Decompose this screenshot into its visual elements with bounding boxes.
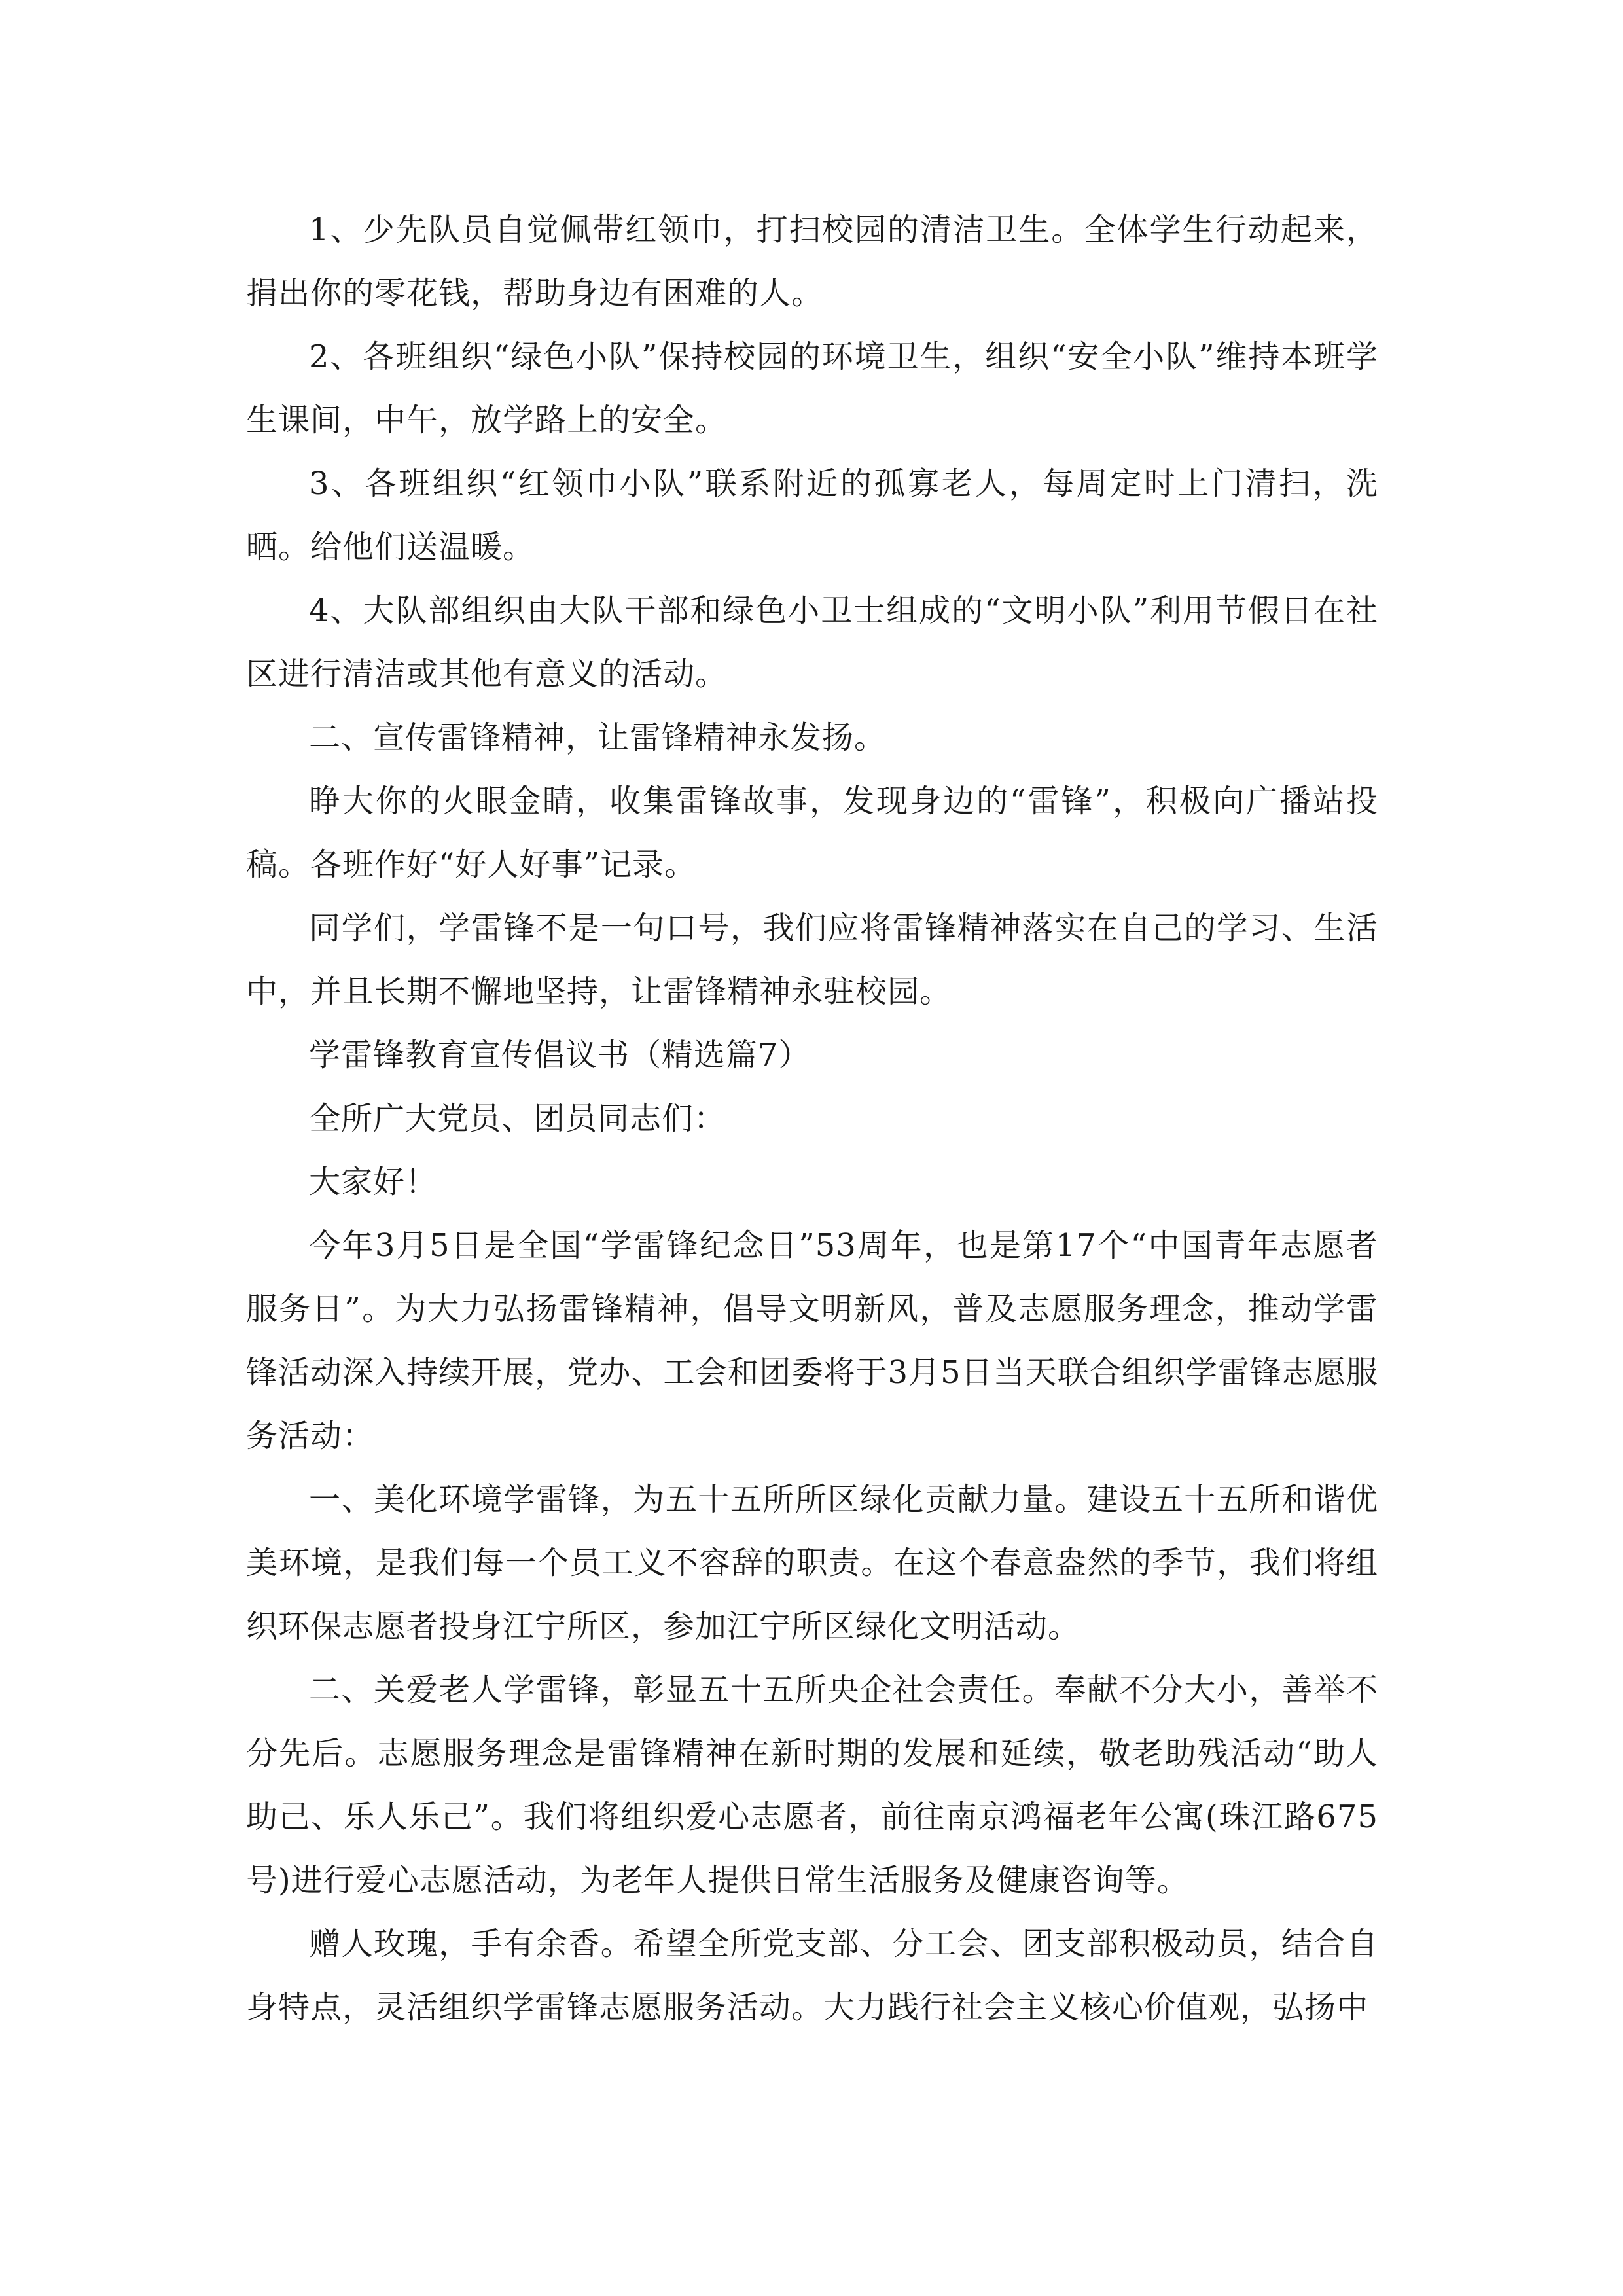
paragraph-item-1: 1、少先队员自觉佩带红领巾，打扫校园的清洁卫生。全体学生行动起来，捐出你的零花钱，帮助身边有困难的人。 <box>246 211 1378 312</box>
document-body <box>246 198 1378 2039</box>
paragraph-section-2: 二、关爱老人学雷锋，彰显五十五所央企社会责任。奉献不分大小，善举不分先后。志愿服务理念是雷锋精神在新时期的发展和延续，敬老助残活动“助人助己、乐人乐己”。我们将组织爱心志愿者，前往南京鸿福老年公寓(珠江路675号)进行爱心志愿活动，为老年人提供日常生活服务及健康咨询等。 <box>246 1672 1378 1899</box>
paragraph-item-4: 4、大队部组织由大队干部和绿色小卫士组成的“文明小队”利用节假日在社区进行清洁或其他有意义的活动。 <box>246 592 1378 692</box>
paragraph-section-1: 一、美化环境学雷锋，为五十五所所区绿化贡献力量。建设五十五所和谐优美环境，是我们每一个员工义不容辞的职责。在这个春意盎然的季节，我们将组织环保志愿者投身江宁所区，参加江宁所区绿化文明活动。 <box>246 1481 1378 1645</box>
paragraph-item-3: 3、各班组织“红领巾小队”联系附近的孤寡老人，每周定时上门清扫，洗晒。给他们送温暖。 <box>246 465 1378 565</box>
paragraph-item-2: 2、各班组织“绿色小队”保持校园的环境卫生，组织“安全小队”维持本班学生课间，中午，放学路上的安全。 <box>246 338 1378 439</box>
paragraph-closing: 同学们，学雷锋不是一句口号，我们应将雷锋精神落实在自己的学习、生活中，并且长期不懈地坚持，让雷锋精神永驻校园。 <box>246 910 1378 1010</box>
greeting: 大家好！ <box>309 1164 438 1200</box>
article-title: 学雷锋教育宣传倡议书（精选篇7） <box>309 1037 811 1073</box>
paragraph-intro: 今年3月5日是全国“学雷锋纪念日”53周年，也是第17个“中国青年志愿者服务日”。为大力弘扬雷锋精神，倡导文明新风，普及志愿服务理念，推动学雷锋活动深入持续开展，党办、工会和团委将于3月5日当天联合组织学雷锋志愿服务活动： <box>246 1227 1378 1454</box>
salutation: 全所广大党员、团员同志们： <box>309 1100 726 1137</box>
paragraph-collect-stories: 睁大你的火眼金睛，收集雷锋故事，发现身边的“雷锋”，积极向广播站投稿。各班作好“好人好事”记录。 <box>246 783 1378 883</box>
section-heading-2: 二、宣传雷锋精神，让雷锋精神永发扬。 <box>309 719 887 756</box>
paragraph-call-to-action: 赠人玫瑰，手有余香。希望全所党支部、分工会、团支部积极动员，结合自身特点，灵活组织学雷锋志愿服务活动。大力践行社会主义核心价值观，弘扬中 <box>246 1926 1378 2026</box>
